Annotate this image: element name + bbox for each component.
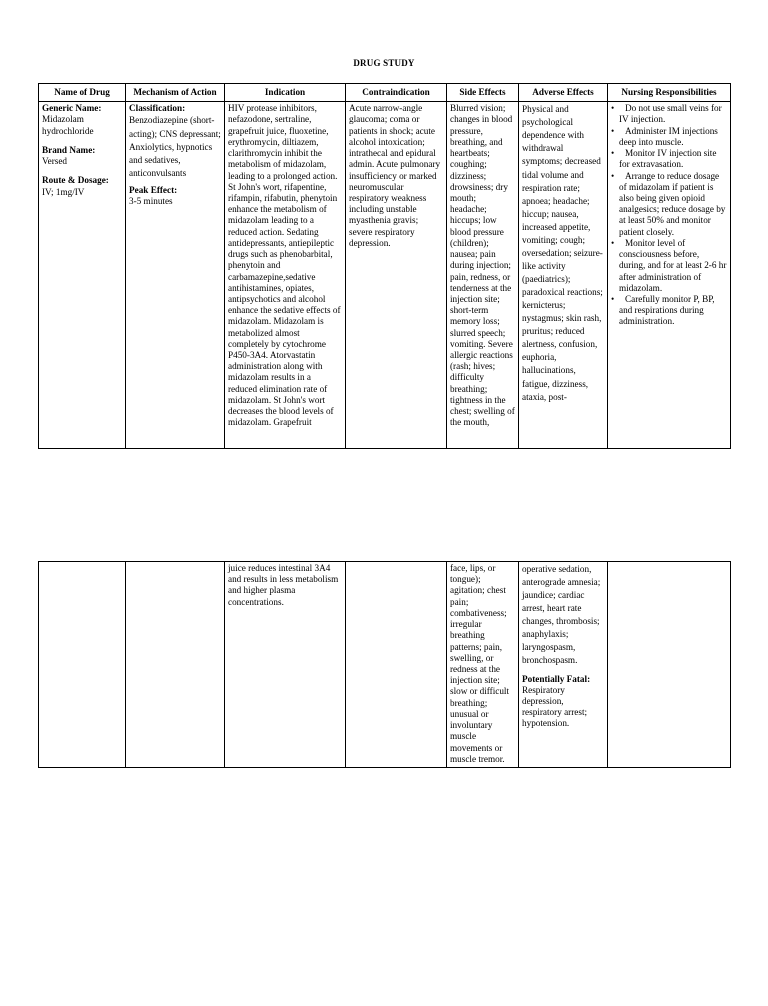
brand-name-label: Brand Name: xyxy=(42,144,96,155)
table-row xyxy=(39,562,731,768)
header-mechanism: Mechanism of Action xyxy=(126,84,225,102)
drug-study-table xyxy=(38,83,731,449)
bullet-icon: • xyxy=(611,170,615,181)
cell-contraindication xyxy=(346,102,447,449)
bullet-icon: • xyxy=(611,237,615,248)
cell-side-effects xyxy=(447,102,519,449)
brand-name-value: Versed xyxy=(42,156,67,167)
cell-indication xyxy=(225,102,346,449)
nursing-item-text: Arrange to reduce dosage of midazolam if patient is also being given opioid analgesics; reduce dosage by at least 50% and monitor patient closely. xyxy=(619,170,726,237)
cell-contraindication-cont xyxy=(346,562,447,768)
cell-adverse-effects-cont xyxy=(519,562,608,768)
peak-effect-value: 3-5 minutes xyxy=(129,195,173,206)
route-dosage-label: Route & Dosage: xyxy=(42,175,109,186)
header-indication: Indication xyxy=(225,84,346,102)
indication-text-cont: juice reduces intestinal 3A4 and results in less metabolism and higher plasma concentrations. xyxy=(228,563,339,607)
nursing-item xyxy=(611,103,727,125)
bullet-icon: • xyxy=(611,125,615,136)
indication-text: HIV protease inhibitors, nefazodone, sertraline, grapefruit juice, fluoxetine, erythromycin, diltiazem, clarithromycin inhibit the metabolism of midazolam, leading to a prolonged action. St John's wort, rifapentine, rifampin, rifabutin, phenytoin enhance the metabolism of midazolam leading to a reduced action. Sedating antidepressants, antiepileptic drugs such as phenobarbital, phenytoin and carbamazepine,sedative antihistamines, opiates, antipsychotics and alcohol enhance the sedative effects of midazolam. Midazolam is metabolized almost completely by cytochrome P450-3A4. Atorvastatin administration along with midazolam results in a reduced elimination rate of midazolam. St John's wort decreases the blood levels of midazolam. Grapefruit xyxy=(228,103,341,428)
nursing-item-text: Carefully monitor P, BP, and respirations during administration. xyxy=(619,293,715,327)
cell-name-of-drug xyxy=(39,102,126,449)
cell-indication-cont xyxy=(225,562,346,768)
header-name-of-drug: Name of Drug xyxy=(39,84,126,102)
nursing-list xyxy=(611,103,727,327)
header-contraindication: Contraindication xyxy=(346,84,447,102)
potentially-fatal-value: Respiratory depression, respiratory arrest; hypotension. xyxy=(522,684,588,729)
contraindication-text: Acute narrow-angle glaucoma; coma or patients in shock; acute alcohol intoxication; intrathecal and epidural admin. Acute pulmonary insufficiency or marked neuromuscular respiratory weakness including unstable myasthenia gravis; severe respiratory depression. xyxy=(349,103,441,248)
header-side-effects: Side Effects xyxy=(447,84,519,102)
generic-name-label: Generic Name: xyxy=(42,103,102,114)
adverse-effects-text: Physical and psychological dependence with withdrawal symptoms; decreased tidal volume and respiration rate; apnoea; headache; hiccup; nausea, increased appetite, vomiting; cough; oversedation; seizure-like activity (paediatrics); paradoxical reactions; kernicterus; nystagmus; skin rash, pruritus; reduced alertness, confusion, euphoria, hallucinations, fatigue, dizziness, ataxia, post- xyxy=(522,104,603,402)
bullet-icon: • xyxy=(611,293,615,304)
nursing-item-text: Administer IM injections deep into muscle. xyxy=(619,125,718,147)
cell-mechanism-cont xyxy=(126,562,225,768)
bullet-icon: • xyxy=(611,103,615,114)
side-effects-text-cont: face, lips, or tongue); agitation; chest pain; combativeness; irregular breathing patterns; pain, swelling, or redness at the injection site; slow or difficult breathing; unusual or involuntary muscle movements or muscle tremor. xyxy=(450,563,510,764)
cell-adverse-effects xyxy=(519,102,608,449)
header-row xyxy=(39,84,731,102)
nursing-item-text: Monitor IV injection site for extravasation. xyxy=(619,148,717,170)
nursing-item-text: Monitor level of consciousness before, during, and for at least 2-6 hr after administration of midazolam. xyxy=(619,237,727,293)
cell-nursing xyxy=(608,102,731,449)
drug-study-table-continued xyxy=(38,561,731,768)
header-nursing: Nursing Responsibilities xyxy=(608,84,731,102)
side-effects-text: Blurred vision; changes in blood pressure, breathing, and heartbeats; coughing; dizziness; drowsiness; dry mouth; headache; hiccups; low blood pressure (children); nausea; pain during injection; pain, redness, or tenderness at the injection site; short-term memory loss; slurred speech; vomiting. Severe allergic reactions (rash; hives; difficulty breathing; tightness in the chest; swelling of the mouth, xyxy=(450,103,515,428)
classification-value: Benzodiazepine (short-acting); CNS depressant; Anxiolytics, hypnotics and sedatives, anticonvulsants xyxy=(129,115,221,178)
cell-nursing-cont xyxy=(608,562,731,768)
bullet-icon: • xyxy=(611,148,615,159)
table-row xyxy=(39,102,731,449)
generic-name-value: Midazolam hydrochloride xyxy=(42,114,94,136)
nursing-item xyxy=(611,148,727,170)
adverse-effects-text-cont: operative sedation, anterograde amnesia; jaundice; cardiac arrest, heart rate changes, thrombosis; anaphylaxis; laryngospasm, bronchospasm. xyxy=(522,564,601,666)
nursing-item xyxy=(611,126,727,148)
potentially-fatal-label: Potentially Fatal: xyxy=(522,673,591,684)
cell-mechanism xyxy=(126,102,225,449)
peak-effect-label: Peak Effect: xyxy=(129,184,178,195)
nursing-item xyxy=(611,294,727,328)
route-dosage-value: IV; 1mg/IV xyxy=(42,186,85,197)
cell-name-of-drug-cont xyxy=(39,562,126,768)
nursing-item-text: Do not use small veins for IV injection. xyxy=(619,103,722,125)
header-adverse-effects: Adverse Effects xyxy=(519,84,608,102)
nursing-item xyxy=(611,238,727,294)
page-title: DRUG STUDY xyxy=(353,58,415,68)
classification-label: Classification: xyxy=(129,103,186,114)
nursing-item xyxy=(611,171,727,238)
cell-side-effects-cont xyxy=(447,562,519,768)
